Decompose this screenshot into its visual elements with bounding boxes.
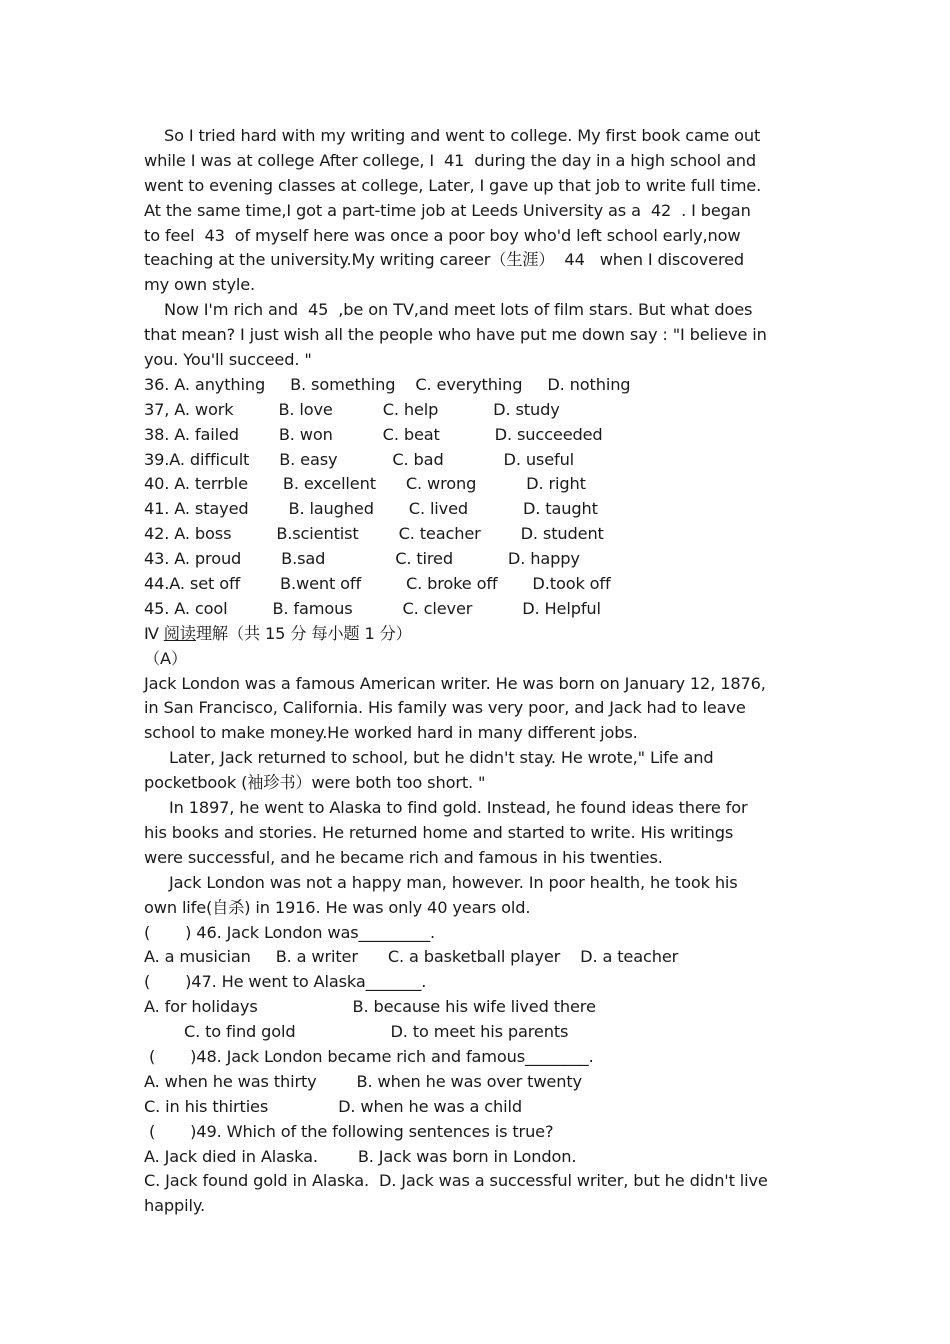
question-options: C. Jack found gold in Alaska. D. Jack was a successful writer, but he didn't live [144, 1171, 768, 1191]
cloze-option-row-38: 38. A. failed B. won C. beat D. succeeded [144, 424, 603, 444]
passage-line: while I was at college After college, I 41 during the day in a high school and [144, 150, 756, 170]
section-heading [144, 622, 814, 647]
question-stem: ( )49. Which of the following sentences is true? [144, 1121, 554, 1141]
passage-line: At the same time,I got a part-time job at Leeds University as a 42 . I began [144, 200, 751, 220]
question-stem: ( )48. Jack London became rich and famous________. [144, 1046, 594, 1066]
cloze-option-row-37: 37, A. work B. love C. help D. study [144, 399, 560, 419]
cloze-option-row-44: 44.A. set off B.went off C. broke off D.took off [144, 574, 611, 594]
question-options: A. Jack died in Alaska. B. Jack was born in London. [144, 1146, 577, 1166]
question-49 [144, 1120, 814, 1220]
question-47 [144, 970, 814, 1045]
reading-line: pocketbook (袖珍书）were both too short. " [144, 773, 486, 793]
reading-line: were successful, and he became rich and famous in his twenties. [144, 847, 663, 867]
question-48 [144, 1045, 814, 1120]
section-title-underlined: 阅读 [163, 623, 196, 643]
section-title-rest: 理解（共 15 分 每小题 1 分） [195, 623, 412, 643]
reading-passage [144, 672, 814, 921]
reading-line: Later, Jack returned to school, but he didn't stay. He wrote," Life and [144, 748, 714, 768]
reading-line: school to make money.He worked hard in many different jobs. [144, 723, 638, 743]
question-options: happily. [144, 1196, 205, 1216]
cloze-options-list [144, 373, 814, 622]
question-options: C. in his thirties D. when he was a child [144, 1096, 522, 1116]
cloze-option-row-39: 39.A. difficult B. easy C. bad D. useful [144, 449, 575, 469]
cloze-option-row-40: 40. A. terrble B. excellent C. wrong D. right [144, 474, 586, 494]
cloze-option-row-45: 45. A. cool B. famous C. clever D. Helpful [144, 598, 601, 618]
reading-line: in San Francisco, California. His family was very poor, and Jack had to leave [144, 698, 746, 718]
passage-line: to feel 43 of myself here was once a poor boy who'd left school early,now [144, 225, 741, 245]
exam-page [144, 124, 814, 1219]
question-46 [144, 921, 814, 971]
passage-line: my own style. [144, 275, 256, 295]
question-stem: ( ) 46. Jack London was_________. [144, 922, 436, 942]
question-options: A. for holidays B. because his wife lived there [144, 997, 596, 1017]
passage-line: Now I'm rich and 45 ,be on TV,and meet lots of film stars. But what does [144, 300, 753, 320]
reading-line: own life(自杀) in 1916. He was only 40 years old. [144, 897, 531, 917]
section-numeral: Ⅳ [144, 623, 164, 643]
question-options: C. to find gold D. to meet his parents [144, 1022, 569, 1042]
cloze-passage [144, 124, 814, 373]
reading-line: Jack London was not a happy man, however. In poor health, he took his [144, 872, 738, 892]
question-options: A. when he was thirty B. when he was over twenty [144, 1071, 582, 1091]
passage-line: that mean? I just wish all the people who have put me down say : "I believe in [144, 325, 767, 345]
passage-line: teaching at the university.My writing career（生涯） 44 when I discovered [144, 250, 745, 270]
cloze-option-row-36: 36. A. anything B. something C. everything D. nothing [144, 374, 631, 394]
cloze-option-row-43: 43. A. proud B.sad C. tired D. happy [144, 549, 580, 569]
reading-line: Jack London was a famous American writer. He was born on January 12, 1876, [144, 673, 766, 693]
part-label: （A） [144, 648, 187, 668]
question-stem: ( )47. He went to Alaska_______. [144, 972, 427, 992]
passage-line: you. You'll succeed. " [144, 350, 312, 370]
question-options: A. a musician B. a writer C. a basketball player D. a teacher [144, 947, 679, 967]
reading-line: In 1897, he went to Alaska to find gold. Instead, he found ideas there for [144, 798, 748, 818]
passage-line: went to evening classes at college, Later, I gave up that job to write full time. [144, 175, 762, 195]
reading-line: his books and stories. He returned home and started to write. His writings [144, 822, 734, 842]
cloze-option-row-42: 42. A. boss B.scientist C. teacher D. student [144, 524, 604, 544]
cloze-option-row-41: 41. A. stayed B. laughed C. lived D. taught [144, 499, 598, 519]
passage-line: So I tried hard with my writing and went to college. My first book came out [144, 126, 761, 145]
